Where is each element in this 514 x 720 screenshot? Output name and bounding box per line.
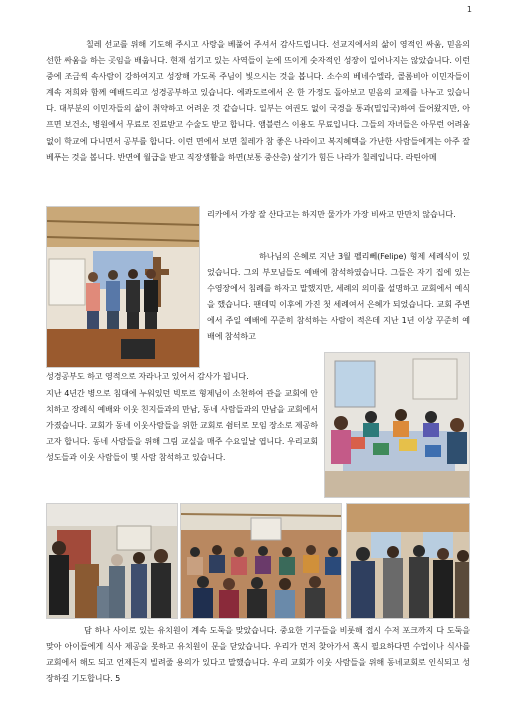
funeral-photo-center	[180, 503, 342, 619]
funeral-photo-right	[346, 503, 470, 619]
paragraph-intro-tail: 리카에서 가장 잘 산다고는 하지만 물가가 가장 비싸고 만만치 않습니다.	[207, 209, 456, 219]
paragraph-baptism: 하나님의 은혜로 지난 3월 펠리뻬(Felipe) 형제 세례식이 있었습니다. 그의 부모님들도 예배에 참석하였습니다. 그들은 자기 집에 있는 수영장에서 침례를 하자고 말했지만, 세례의 의미를 설명하고 교회에서 예식을 했습니다. 팬데믹 이후에 가진 첫 세례여서 은혜가 되었습니다. 교회 주변에서 주일 예배에 꾸준히 참석하는 사람이 적은데 지난 1년 이상 꾸준히 예배에 참석하고	[207, 251, 470, 342]
paragraph-funeral: 지난 4년간 병으로 침대에 누워있던 빅토르 형제님이 소천하여 관을 교회에 안치하고 장례식 예배와 이웃 친지들과의 만남, 동네 사람들과의 만남을 교회에서 가졌습니다. 교회가 동네 이웃사람들을 위한 교회로 쉼터로 모임 장소로 제공하고자 합니다. 동네 사람들을 위해 그림 교실을 매주 수요일날 엽니다. 우리교회 성도들과 이웃 사람들이 몇 사람 참석하고 있습니다.	[46, 388, 318, 463]
funeral-photo-left	[46, 503, 178, 619]
paragraph-intro: 칠레 선교를 위해 기도해 주시고 사랑을 베풀어 주셔서 감사드립니다. 선교지에서의 삶이 영적인 싸움, 믿음의 선한 싸움을 하는 곳임을 배웁니다. 현재 섬기고 있는 사역들이 눈에 뜨이게 숫자적인 성장이 일어나지는 않았습니다. 이런 중에 조금씩 속사람이 강하여지고 성장해 가도록 주님이 빛으시는 것을 봅니다. 소수의 베네수엘라, 콜롬비아 이민자들이 계속 저희와 함께 예배드리고 성경공부하고 있습니다. 에콰도르에서 온 한 가정도 돌아보고 믿음의 교제를 나누고 있습니다. 대부분의 이민자들의 삶이 취약하고 어려운 것 같습니다. 일부는 여권도 없이 국경을 통과(밀입국)하여 들어왔지만, 아프면 보건소, 병원에서 무료로 진료받고 수술도 받고 합니다. 앰블런스 이용도 무료입니다. 그들의 자녀들은 아무런 어려움없이 학교에 다니면서 공부를 합니다. 이런 면에서 보면 칠레가 참 좋은 나라이고 복지혜택을 가난한 사람들에게는 아주 잘 베푸는 것을 봅니다. 반면에 월급을 받고 직장생활을 하면(보통 중산층) 살기가 힘든 나라가 칠레입니다. 라틴아메	[46, 39, 470, 162]
paragraph-closing: 담 하나 사이로 있는 유치원이 계속 도둑을 맞았습니다. 중요한 기구들을 비롯해 접시 수저 포크까지 다 도둑을 맞아 아이들에게 식사 제공을 못하고 유치원이 문을 닫았습니다. 우리가 먼저 찾아가서 혹시 필요하다면 수업이나 식사를 교회에서 해도 되고 언제든지 빌려줄 용의가 있다고 말했습니다. 우리 교회가 이웃 사람들을 위해 동네교회로 인식되고 성장하길 기도합니다. 5	[46, 625, 470, 684]
page-number: 1	[466, 5, 472, 14]
baptism-photo	[46, 206, 200, 368]
art-class-photo	[324, 352, 470, 498]
paragraph-study: 성경공부도 하고 영적으로 자라나고 있어서 감사가 됩니다.	[46, 371, 249, 381]
